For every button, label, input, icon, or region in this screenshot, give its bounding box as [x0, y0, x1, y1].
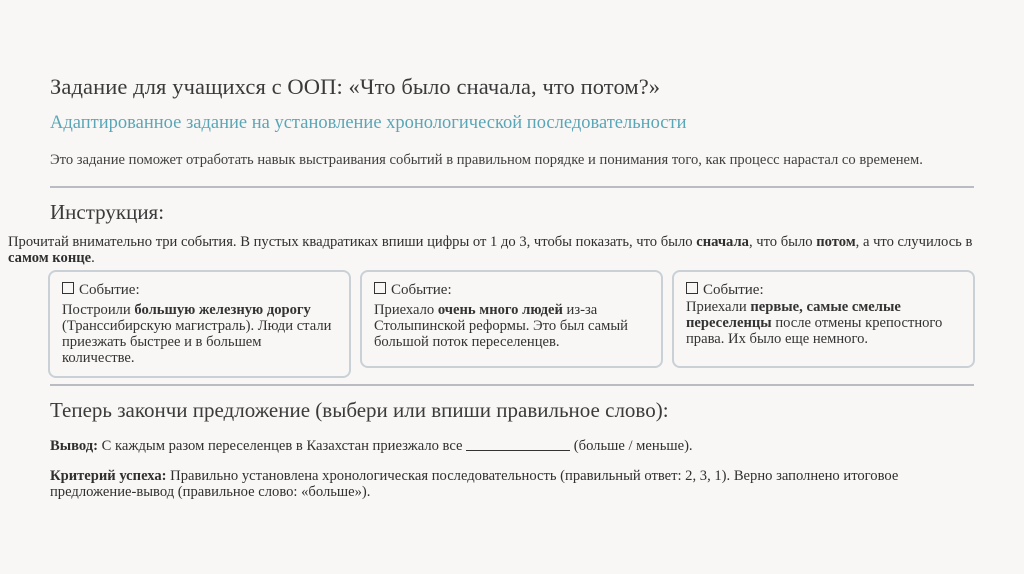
- intro-text: Это задание поможет отработать навык выстраивания событий в правильном порядке и понимания того, как процесс нарастал со временем.: [50, 152, 923, 168]
- page-title: Задание для учащихся с ООП: «Что было сначала, что потом?»: [50, 74, 661, 99]
- page-subtitle: Адаптированное задание на установление хронологической последовательности: [50, 113, 687, 133]
- event-label: Событие:: [686, 282, 961, 299]
- event-card-2: [360, 270, 663, 368]
- event-card-1: [48, 270, 351, 378]
- conclusion-sentence: Вывод: С каждым разом переселенцев в Казахстан приезжало все (больше / меньше).: [50, 438, 693, 454]
- instructions-text: Прочитай внимательно три события. В пустых квадратиках впиши цифры от 1 до 3, чтобы показать, что было сначала, что было потом, а что случилось в самом конце.: [8, 234, 973, 266]
- answer-blank[interactable]: [466, 438, 570, 451]
- event-text: Приехали первые, самые смелые переселенцы после отмены крепостного права. Их было еще немного.: [686, 299, 943, 347]
- event-card-3: [672, 270, 975, 368]
- event-text: Построили большую железную дорогу (Транссибирскую магистраль). Люди стали приезжать быстрее и в большем количестве.: [62, 302, 332, 366]
- finish-heading: Теперь закончи предложение (выбери или впиши правильное слово):: [50, 398, 669, 422]
- event-label: Событие:: [374, 282, 649, 299]
- conclusion-label: Вывод:: [50, 438, 99, 454]
- event-text: Приехало очень много людей из-за Столыпинской реформы. Это был самый большой поток переселенцев.: [374, 302, 628, 350]
- event-label: Событие:: [62, 282, 337, 299]
- checkbox-icon[interactable]: [374, 282, 386, 294]
- checkbox-icon[interactable]: [62, 282, 74, 294]
- checkbox-icon[interactable]: [686, 282, 698, 294]
- criteria-label: Критерий успеха:: [50, 468, 167, 484]
- success-criteria: Критерий успеха: Правильно установлена хронологическая последовательность (правильный ответ: 2, 3, 1). Верно заполнено итоговое предложение-вывод (правильное слово: «больше»).: [50, 468, 899, 500]
- instructions-heading: Инструкция:: [50, 200, 165, 224]
- divider: [50, 186, 974, 188]
- divider: [50, 384, 974, 386]
